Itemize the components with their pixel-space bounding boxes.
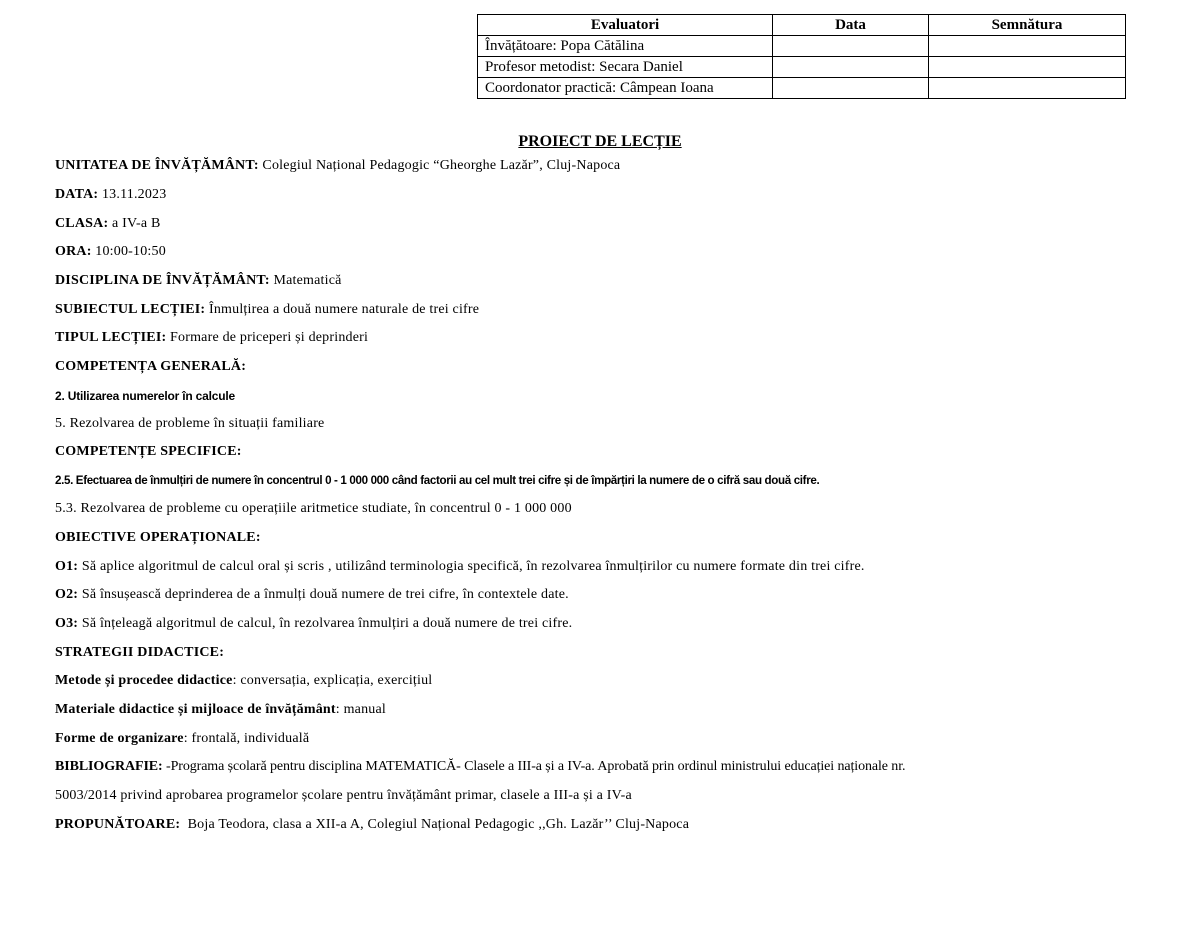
evaluator-signature [929, 36, 1126, 57]
unitate-line [55, 158, 620, 174]
propunatoare-label: PROPUNĂTOARE: [55, 817, 181, 832]
evaluator-signature [929, 57, 1126, 78]
o2-value: Să însușească deprinderea de a înmulți două numere de trei cifre, în contextele date. [78, 587, 569, 602]
competente-specifice-label: COMPETENȚE SPECIFICE: [55, 444, 242, 459]
competenta-specifica-1: 2.5. Efectuarea de înmulțiri de numere în concentrul 0 - 1 000 000 când factorii au cel mult trei cifre și de împărțiri la numere de o cifră sau două cifre. [55, 474, 820, 487]
materiale-label: Materiale didactice și mijloace de învățământ [55, 702, 336, 717]
evaluator-date [773, 36, 929, 57]
competenta-generala-heading [55, 359, 246, 375]
header-semnatura: Semnătura [929, 15, 1126, 36]
obiectiv-o3 [55, 616, 572, 632]
forme-value: : frontală, individuală [183, 731, 310, 746]
data-line [55, 187, 166, 203]
table-row [478, 36, 1126, 57]
competente-specifice-heading [55, 444, 242, 460]
competenta-generala-1: 2. Utilizarea numerelor în calcule [55, 389, 235, 403]
o2-label: O2: [55, 587, 79, 602]
header-evaluatori: Evaluatori [478, 15, 773, 36]
obiectiv-o1 [55, 559, 865, 575]
clasa-value: a IV-a B [108, 216, 161, 231]
forme-label: Forme de organizare [55, 731, 184, 746]
header-data: Data [773, 15, 929, 36]
data-label: DATA: [55, 187, 99, 202]
bibliografie-line-2: 5003/2014 privind aprobarea programelor școlare pentru învățământ primar, clasele a III-a și a IV-a [55, 788, 632, 803]
data-value: 13.11.2023 [98, 187, 167, 202]
evaluator-name: Profesor metodist: Secara Daniel [478, 57, 773, 78]
materiale-value: : manual [335, 702, 386, 717]
bibliografie-line [55, 759, 905, 775]
obiective-label: OBIECTIVE OPERAȚIONALE: [55, 530, 261, 545]
tip-line [55, 330, 368, 346]
competenta-specifica-2: 5.3. Rezolvarea de probleme cu operațiile aritmetice studiate, în concentrul 0 - 1 000 000 [55, 501, 572, 516]
bibliografie-label: BIBLIOGRAFIE: [55, 759, 163, 774]
ora-label: ORA: [55, 244, 92, 259]
evaluator-date [773, 78, 929, 99]
propunatoare-value: Boja Teodora, clasa a XII-a A, Colegiul Național Pedagogic ,,Gh. Lazăr’’ Cluj-Napoca [180, 817, 690, 832]
table-header-row [478, 15, 1126, 36]
subiect-line [55, 302, 479, 318]
page-title: PROIECT DE LECȚIE [518, 133, 682, 150]
disciplina-label: DISCIPLINA DE ÎNVĂȚĂMÂNT: [55, 273, 270, 288]
disciplina-value: Matematică [269, 273, 342, 288]
obiective-heading [55, 530, 261, 546]
tip-label: TIPUL LECȚIEI: [55, 330, 167, 345]
unitate-label: UNITATEA DE ÎNVĂȚĂMÂNT: [55, 158, 259, 173]
metode-label: Metode și procedee didactice [55, 673, 233, 688]
o3-label: O3: [55, 616, 79, 631]
tip-value: Formare de priceperi și deprinderi [166, 330, 369, 345]
metode-value: : conversația, explicația, exercițiul [232, 673, 433, 688]
propunatoare-line [55, 817, 689, 833]
competenta-generala-label: COMPETENȚA GENERALĂ: [55, 359, 247, 374]
bibliografie-value: -Programa școlară pentru disciplina MATEMATICĂ- Clasele a III-a și a IV-a. Aprobată prin ordinul ministrului educației naționale nr. [162, 759, 906, 774]
evaluator-date [773, 57, 929, 78]
table-row [478, 57, 1126, 78]
ora-line [55, 244, 166, 260]
materiale-line [55, 702, 386, 718]
unitate-value: Colegiul Național Pedagogic “Gheorghe Lazăr”, Cluj-Napoca [258, 158, 621, 173]
table-row [478, 78, 1126, 99]
evaluator-name: Învățătoare: Popa Cătălina [478, 36, 773, 57]
strategii-label: STRATEGII DIDACTICE: [55, 645, 225, 660]
o1-label: O1: [55, 559, 79, 574]
o3-value: Să înțeleagă algoritmul de calcul, în rezolvarea înmulțiri a două numere de trei cifre. [78, 616, 573, 631]
forme-line [55, 731, 309, 747]
evaluator-signature [929, 78, 1126, 99]
metode-line [55, 673, 432, 689]
clasa-label: CLASA: [55, 216, 109, 231]
ora-value: 10:00-10:50 [91, 244, 166, 259]
disciplina-line [55, 273, 342, 289]
strategii-heading [55, 645, 224, 661]
competenta-generala-2: 5. Rezolvarea de probleme în situații familiare [55, 416, 325, 431]
evaluators-table [477, 14, 1126, 99]
obiectiv-o2 [55, 587, 569, 603]
evaluator-name: Coordonator practică: Câmpean Ioana [478, 78, 773, 99]
subiect-label: SUBIECTUL LECȚIEI: [55, 302, 206, 317]
subiect-value: Înmulțirea a două numere naturale de trei cifre [205, 302, 480, 317]
o1-value: Să aplice algoritmul de calcul oral și scris , utilizând terminologia specifică, în rezolvarea înmulțirilor cu numere formate din trei cifre. [78, 559, 865, 574]
clasa-line [55, 216, 161, 232]
